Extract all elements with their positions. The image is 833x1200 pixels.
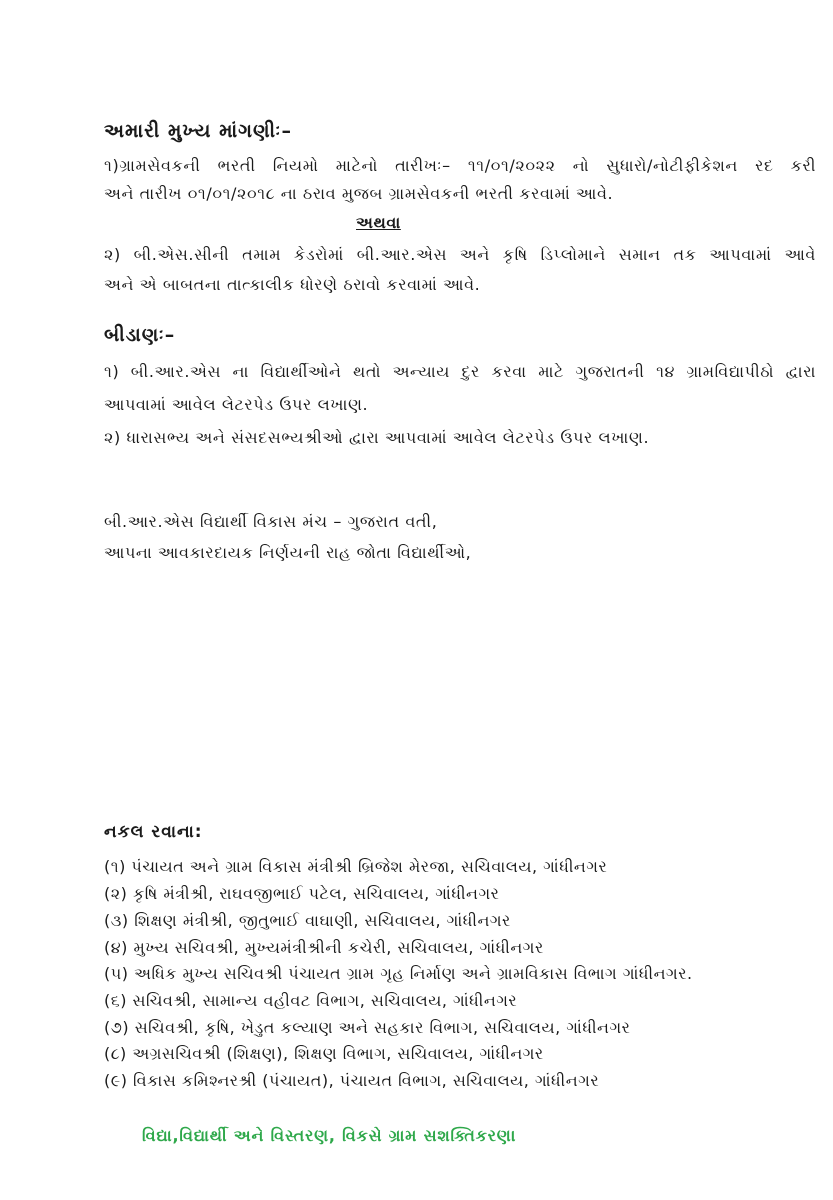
copy-item: (૬) સચિવશ્રી, સામાન્ય વહીવટ વિભાગ, સચિવાલય, ગાંધીનગર [104, 991, 518, 1010]
demand-item-1-line-1: ૧)ગ્રામસેવકની ભરતી નિયમો માટેનો તારીખઃ– ૧૧/૦૧/૨૦૨૨ નો સુધારો/નોટીફીકેશન રદ કરી [104, 156, 816, 175]
enclosures-heading: બીડાણઃ– [104, 324, 176, 346]
slogan: વિદ્યા,વિદ્યાર્થી અને વિસ્તરણ, વિકસે ગ્રામ સશક્તિકરણ। [142, 1126, 517, 1145]
signoff-line-1: બી.આર.એસ વિદ્યાર્થી વિકાસ મંચ – ગુજરાત વતી, [104, 512, 438, 531]
copy-item: (૪) મુખ્ય સચિવશ્રી, મુખ્યમંત્રીશ્રીની કચેરી, સચિવાલય, ગાંધીનગર [104, 938, 544, 957]
demands-heading: અમારી મુખ્ય માંગણીઃ– [104, 120, 293, 142]
copy-item: (૩) શિક્ષણ મંત્રીશ્રી, જીતુભાઈ વાઘાણી, સચિવાલય, ગાંધીનગર [104, 911, 511, 930]
or-label: અથવા [356, 213, 401, 232]
demand-item-2-line-1: ૨) બી.એસ.સીની તમામ કેડરોમાં બી.આર.એસ અને કૃષિ ડિપ્લોમાને સમાન તક આપવામાં આવે [104, 245, 816, 264]
copy-item: (૨) કૃષિ મંત્રીશ્રી, રાઘવજીભાઈ પટેલ, સચિવાલય, ગાંધીનગર [104, 884, 500, 903]
signoff-line-2: આપના આવકારદાયક નિર્ણયની રાહ જોતા વિદ્યાર્થીઓ, [104, 543, 472, 562]
copy-item: (૧) પંચાયત અને ગ્રામ વિકાસ મંત્રીશ્રી બ્રિજેશ મેરજા, સચિવાલય, ગાંધીનગર [104, 857, 608, 876]
copy-item: (૫) અધિક મુખ્ય સચિવશ્રી પંચાયત ગ્રામ ગૃહ નિર્માણ અને ગ્રામવિકાસ વિભાગ ગાંધીનગર. [104, 964, 693, 983]
enclosure-item-2: ૨) ધારાસભ્ય અને સંસદસભ્યશ્રીઓ દ્વારા આપવામાં આવેલ લેટરપેડ ઉપર લખાણ. [104, 428, 650, 447]
enclosure-item-1-line-2: આપવામાં આવેલ લેટરપેડ ઉપર લખાણ. [104, 395, 369, 414]
enclosure-item-1-line-1: ૧) બી.આર.એસ ના વિદ્યાર્થીઓને થતો અન્યાય દુર કરવા માટે ગુજરાતની ૧૪ ગ્રામવિદ્યાપીઠો દ્વારા [104, 362, 816, 381]
demand-item-2-line-2: અને એ બાબતના તાત્કાલીક ધોરણે ઠરાવો કરવામાં આવે. [104, 275, 481, 294]
copy-item: (૯) વિકાસ કમિશ્નરશ્રી (પંચાયત), પંચાયત વિભાગ, સચિવાલય, ગાંધીનગર [104, 1071, 600, 1090]
demand-item-1-line-2: અને તારીખ ૦૧/૦૧/૨૦૧૮ ના ઠરાવ મુજબ ગ્રામસેવકની ભરતી કરવામાં આવે. [104, 184, 614, 203]
copy-item: (૮) અગ્રસચિવશ્રી (શિક્ષણ), શિક્ષણ વિભાગ, સચિવાલય, ગાંધીનગર [104, 1044, 544, 1063]
copy-item: (૭) સચિવશ્રી, કૃષિ, ખેડુત કલ્યાણ અને સહકાર વિભાગ, સચિવાલય, ગાંધીનગર [104, 1018, 631, 1037]
copies-heading: નકલ રવાના: [104, 822, 203, 842]
